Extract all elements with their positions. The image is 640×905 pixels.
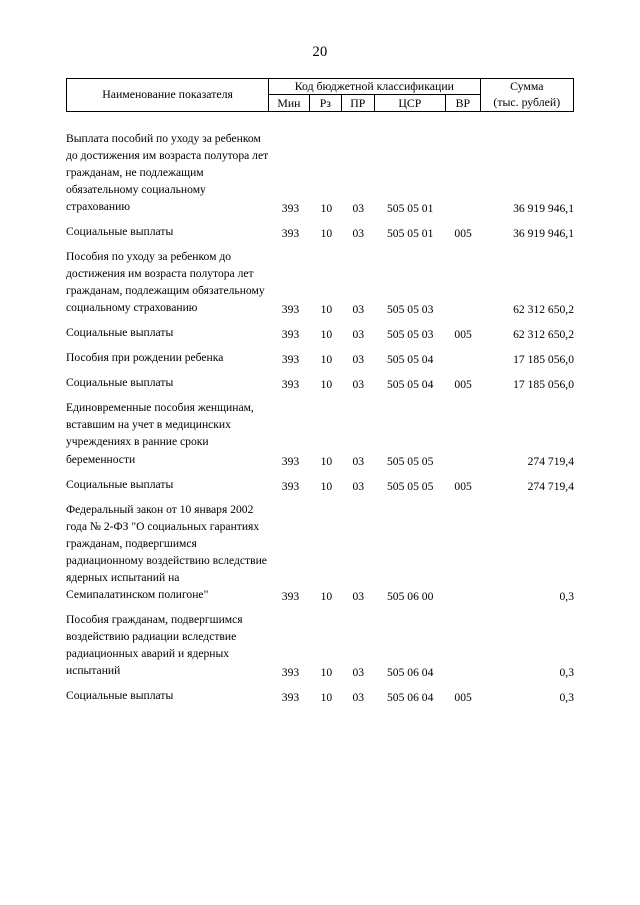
row-vr — [446, 501, 480, 603]
row-spacer — [66, 316, 574, 324]
row-name: Пособия по уходу за ребенком до достижения им возраста полутора лет гражданам, подлежащим обязательному социальному страхованию — [66, 250, 265, 315]
row-min: 393 — [281, 690, 300, 704]
row-sum: 0,3 — [559, 665, 574, 679]
row-vr — [446, 248, 480, 316]
row-pr: 03 — [352, 328, 365, 342]
row-pr: 03 — [352, 454, 365, 468]
row-spacer — [66, 603, 574, 611]
row-min: 393 — [281, 479, 300, 493]
row-name: Федеральный закон от 10 января 2002 года № 2-ФЗ "О социальных гарантиях гражданам, подвергшимся радиационному воздействию вследствие ядерных испытаний на Семипалатинском полигоне" — [66, 502, 267, 601]
row-min: 393 — [281, 227, 300, 241]
table-row — [66, 130, 574, 215]
row-vr: 005 — [454, 479, 472, 493]
row-name: Социальные выплаты — [66, 477, 174, 491]
table-row — [66, 223, 574, 240]
row-csr: 505 05 05 — [387, 454, 434, 468]
row-sum: 0,3 — [559, 589, 574, 603]
row-spacer — [66, 215, 574, 223]
header-cell-kbk: Код бюджетной классификации — [269, 79, 480, 95]
row-sum: 62 312 650,2 — [513, 303, 574, 317]
row-rz: 10 — [320, 378, 333, 392]
row-pr: 03 — [352, 202, 365, 216]
row-spacer — [66, 679, 574, 687]
row-min: 393 — [281, 589, 300, 603]
row-min: 393 — [281, 353, 300, 367]
row-pr: 03 — [352, 303, 365, 317]
header-cell-min: Мин — [269, 95, 310, 111]
table-row — [66, 687, 574, 704]
table-row — [66, 374, 574, 391]
row-rz: 10 — [320, 353, 333, 367]
row-vr: 005 — [454, 328, 472, 342]
table-row — [66, 248, 574, 316]
row-pr: 03 — [352, 378, 365, 392]
row-rz: 10 — [320, 690, 333, 704]
row-name: Пособия гражданам, подвергшимся воздействию радиации вследствие радиационных аварий и ядерных испытаний — [66, 612, 243, 677]
row-min: 393 — [281, 202, 300, 216]
row-min: 393 — [281, 454, 300, 468]
row-vr — [446, 399, 480, 467]
row-min: 393 — [281, 303, 300, 317]
row-vr: 005 — [454, 378, 472, 392]
row-csr: 505 06 04 — [387, 665, 434, 679]
row-vr: 005 — [454, 690, 472, 704]
header-cell-pr: ПР — [342, 95, 375, 111]
row-sum: 17 185 056,0 — [513, 353, 574, 367]
table-header-row-1 — [67, 79, 574, 95]
row-csr: 505 06 00 — [387, 589, 434, 603]
header-summa-line2: (тыс. рублей) — [493, 94, 561, 109]
row-sum: 36 919 946,1 — [513, 202, 574, 216]
row-spacer — [66, 240, 574, 248]
row-spacer — [66, 493, 574, 501]
header-cell-name: Наименование показателя — [67, 79, 269, 112]
row-name: Единовременные пособия женщинам, вставшим на учет в медицинских учреждениях в ранние сроки беременности — [66, 401, 254, 466]
row-csr: 505 05 04 — [387, 353, 434, 367]
row-rz: 10 — [320, 665, 333, 679]
row-csr: 505 05 01 — [387, 227, 434, 241]
row-csr: 505 05 04 — [387, 378, 434, 392]
row-rz: 10 — [320, 479, 333, 493]
row-vr — [446, 349, 480, 366]
row-sum: 274 719,4 — [527, 454, 574, 468]
row-csr: 505 05 01 — [387, 202, 434, 216]
row-sum: 36 919 946,1 — [513, 227, 574, 241]
page-number: 20 — [312, 44, 328, 60]
table-row — [66, 399, 574, 467]
row-name: Пособия при рождении ребенка — [66, 351, 224, 365]
row-sum: 274 719,4 — [527, 479, 574, 493]
table-body-wrapper — [66, 130, 574, 704]
row-csr: 505 05 03 — [387, 303, 434, 317]
row-csr: 505 05 05 — [387, 479, 434, 493]
table-row — [66, 349, 574, 366]
row-pr: 03 — [352, 227, 365, 241]
row-min: 393 — [281, 665, 300, 679]
row-pr: 03 — [352, 665, 365, 679]
row-spacer — [66, 366, 574, 374]
row-pr: 03 — [352, 589, 365, 603]
row-vr — [446, 611, 480, 679]
row-name: Социальные выплаты — [66, 688, 174, 702]
header-cell-summa — [480, 79, 573, 112]
row-name: Социальные выплаты — [66, 326, 174, 340]
row-pr: 03 — [352, 690, 365, 704]
row-min: 393 — [281, 378, 300, 392]
table-row — [66, 324, 574, 341]
row-name: Социальные выплаты — [66, 225, 174, 239]
row-csr: 505 05 03 — [387, 328, 434, 342]
row-vr: 005 — [454, 227, 472, 241]
row-csr: 505 06 04 — [387, 690, 434, 704]
row-name: Социальные выплаты — [66, 376, 174, 390]
row-sum: 62 312 650,2 — [513, 328, 574, 342]
row-spacer — [66, 391, 574, 399]
row-rz: 10 — [320, 303, 333, 317]
header-summa-line1: Сумма — [510, 79, 544, 93]
row-rz: 10 — [320, 454, 333, 468]
row-rz: 10 — [320, 227, 333, 241]
header-cell-csr: ЦСР — [374, 95, 446, 111]
table-row — [66, 476, 574, 493]
row-sum: 17 185 056,0 — [513, 378, 574, 392]
row-pr: 03 — [352, 353, 365, 367]
row-pr: 03 — [352, 479, 365, 493]
header-cell-rz: Рз — [309, 95, 341, 111]
table-row — [66, 501, 574, 603]
row-vr — [446, 130, 480, 215]
table-row — [66, 611, 574, 679]
table-body — [66, 130, 574, 704]
header-cell-vr: ВР — [446, 95, 480, 111]
row-rz: 10 — [320, 202, 333, 216]
row-rz: 10 — [320, 589, 333, 603]
row-rz: 10 — [320, 328, 333, 342]
row-min: 393 — [281, 328, 300, 342]
row-spacer — [66, 341, 574, 349]
table-header — [66, 78, 574, 112]
row-sum: 0,3 — [559, 690, 574, 704]
row-name: Выплата пособий по уходу за ребенком до достижения им возраста полутора лет гражданам, не подлежащим обязательному социальному страхованию — [66, 132, 269, 214]
row-spacer — [66, 468, 574, 476]
